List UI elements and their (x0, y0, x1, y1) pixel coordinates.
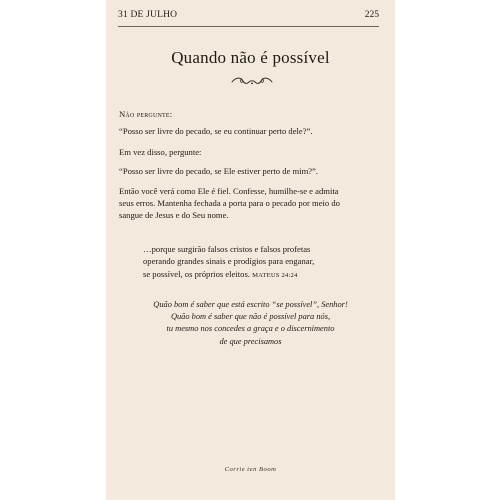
verse-line: se possível, os próprios eleitos. (143, 268, 250, 279)
closing-prayer (106, 299, 395, 348)
book-page (106, 0, 395, 500)
author-signature: Corrie ten Boom (224, 466, 277, 473)
lead-instruction: Não pergunte: (119, 109, 173, 119)
page-number: 225 (364, 10, 379, 20)
paragraph-line: Então você verá como Ele é fiel. Confesse, humilhe-se e admita (119, 186, 339, 196)
flourish-divider-icon (230, 75, 274, 87)
verse-line: operando grandes sinais e prodígios para enganar, (143, 256, 315, 267)
body-paragraph (119, 185, 377, 222)
question-one: “Posso ser livre do pecado, se eu continuar perto dele?”. (119, 126, 313, 136)
verse-line: …porque surgirão falsos cristos e falsos profetas (143, 244, 311, 254)
prayer-line: de que precisamos (219, 336, 282, 346)
question-two: “Posso ser livre do pecado, se Ele estiver perto de mim?”. (119, 166, 319, 176)
paragraph-line: seus erros. Mantenha fechada a porta para o pecado por meio do (119, 198, 340, 209)
prayer-line: Quão bom é saber que está escrito “se possível”, Senhor! (153, 300, 348, 309)
prayer-line: Quão bom é saber que não é possível para nós, (170, 312, 331, 322)
scripture-quote (143, 243, 363, 282)
prayer-line: tu mesmo nos concedes a graça e o discernimento (166, 324, 335, 334)
header-date: 31 DE JULHO (118, 10, 178, 20)
header-divider (118, 26, 379, 27)
paragraph-line: sangue de Jesus e do Seu nome. (119, 210, 229, 221)
verse-reference: MATEUS 24:24 (252, 271, 298, 279)
page-title: Quando não é possível (171, 48, 330, 67)
instead-instruction: Em vez disso, pergunte: (119, 147, 202, 157)
